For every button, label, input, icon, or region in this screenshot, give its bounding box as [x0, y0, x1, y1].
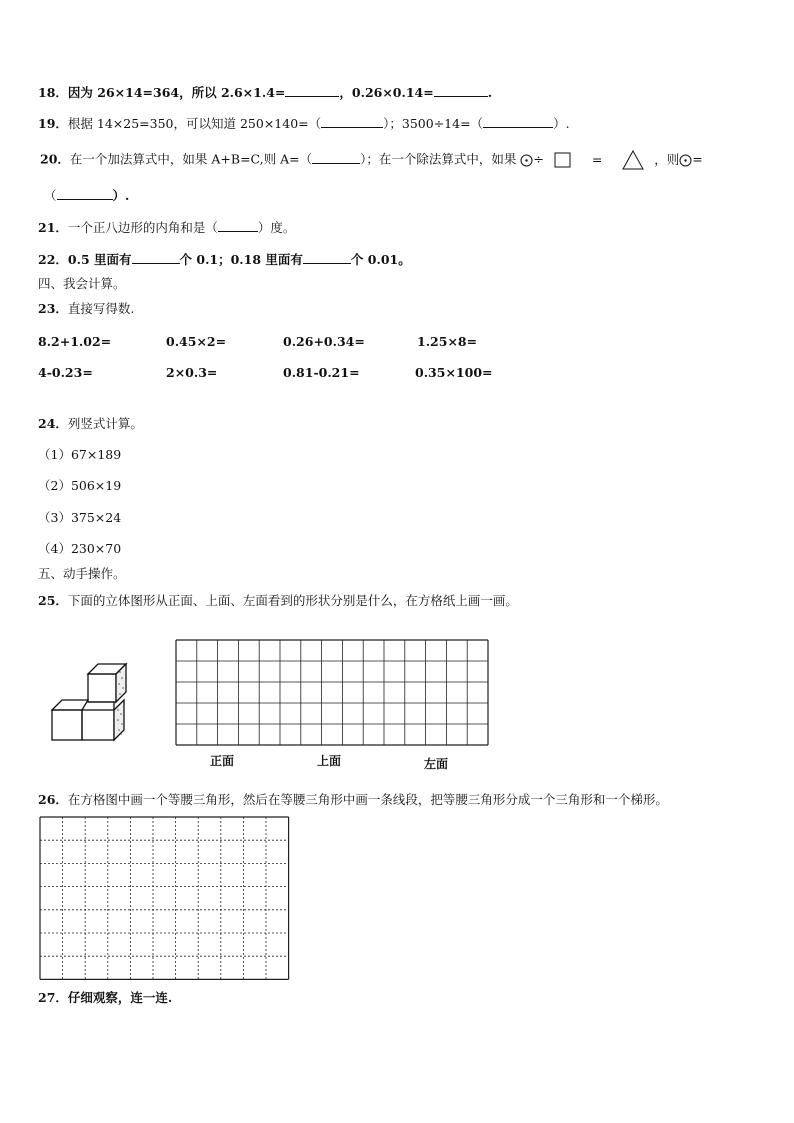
calc-item: 2×0.3=	[166, 365, 218, 380]
question-27	[38, 990, 172, 1006]
question-number: 24．	[38, 416, 68, 431]
question-text: ，则	[654, 151, 680, 167]
answer-blank[interactable]	[132, 251, 180, 264]
question-number: 18．	[38, 85, 68, 100]
drawing-grid[interactable]	[174, 638, 490, 748]
sub-item: （2）506×19	[38, 478, 122, 493]
question-text: 在方格图中画一个等腰三角形，然后在等腰三角形中画一条线段，把等腰三角形分成一个三角形和一个梯形。	[67, 792, 668, 807]
grid-label-front: 正面	[210, 754, 235, 768]
circle-dot-icon	[679, 154, 692, 167]
triangle-icon	[622, 150, 644, 170]
question-text: ）.	[553, 116, 570, 131]
question-24	[38, 416, 143, 432]
equals-sign: =	[591, 151, 603, 167]
answer-blank[interactable]	[57, 187, 113, 200]
sub-item: （3）375×24	[38, 510, 122, 525]
answer-blank[interactable]	[483, 115, 553, 128]
question-text: ，0.26×0.14=	[339, 85, 434, 100]
question-number: 23．	[38, 301, 68, 316]
question-25	[38, 593, 518, 609]
calc-item: 0.26+0.34=	[283, 334, 365, 349]
section-heading: 四、我会计算。	[38, 276, 126, 291]
question-text: ）；3500÷14=（	[383, 116, 484, 131]
question-text: 根据 14×25=350，可以知道 250×140=（	[67, 116, 322, 131]
question-26	[38, 792, 668, 808]
question-number: 25．	[38, 593, 68, 608]
divide-sign: ÷	[533, 151, 544, 167]
answer-blank[interactable]	[285, 84, 339, 97]
equals-sign: =	[692, 151, 703, 167]
answer-blank[interactable]	[434, 84, 488, 97]
question-text: 一个正八边形的内角和是（	[67, 220, 218, 235]
sub-item: （4）230×70	[38, 541, 122, 556]
drawing-grid[interactable]	[38, 815, 294, 981]
answer-blank[interactable]	[218, 219, 258, 232]
section-heading: 五、动手操作。	[38, 566, 126, 581]
calc-item: 0.45×2=	[166, 334, 227, 349]
question-text: 个 0.01。	[350, 252, 411, 267]
grid-label-left: 左面	[424, 757, 449, 771]
question-number: 20．	[40, 151, 70, 167]
question-23	[38, 301, 134, 317]
question-text: 下面的立体图形从正面、上面、左面看到的形状分别是什么，在方格纸上画一画。	[67, 593, 518, 608]
question-number: 19．	[38, 116, 68, 131]
question-number: 22．	[38, 252, 68, 267]
question-20	[40, 150, 703, 170]
question-text: ）；在一个除法算式中，如果	[360, 151, 517, 167]
calc-item: 0.35×100=	[415, 365, 493, 380]
question-text: 仔细观察，连一连.	[67, 990, 173, 1005]
question-18	[38, 84, 492, 101]
calc-item: 8.2+1.02=	[38, 334, 112, 349]
close-paren: ）.	[112, 188, 130, 203]
question-number: 26．	[38, 792, 68, 807]
calc-item: 4-0.23=	[38, 365, 93, 380]
question-number: 27．	[38, 990, 68, 1005]
question-text: 0.5 里面有	[67, 252, 132, 267]
question-text: ）度。	[257, 220, 296, 235]
question-number: 21．	[38, 220, 68, 235]
answer-blank[interactable]	[303, 251, 351, 264]
question-text: 列竖式计算。	[67, 416, 143, 431]
sub-item: （1）67×189	[38, 447, 122, 462]
calc-item: 0.81-0.21=	[283, 365, 360, 380]
answer-blank[interactable]	[321, 115, 383, 128]
question-21	[38, 219, 295, 236]
question-text: 在一个加法算式中，如果 A+B=C,则 A=（	[69, 151, 313, 167]
question-text: 直接写得数.	[67, 301, 135, 316]
question-text: 个 0.1；0.18 里面有	[179, 252, 303, 267]
square-icon	[554, 152, 572, 168]
question-text: 因为 26×14=364，所以 2.6×1.4=	[67, 85, 286, 100]
cube-figure	[48, 662, 132, 744]
question-22	[38, 251, 411, 268]
circle-dot-icon	[520, 154, 533, 167]
calc-item: 1.25×8=	[417, 334, 478, 349]
open-paren: （	[44, 188, 57, 203]
answer-blank[interactable]	[312, 151, 360, 164]
question-20-line2	[44, 187, 129, 204]
question-19	[38, 115, 570, 132]
grid-label-top: 上面	[317, 754, 342, 768]
question-text: .	[487, 85, 493, 100]
